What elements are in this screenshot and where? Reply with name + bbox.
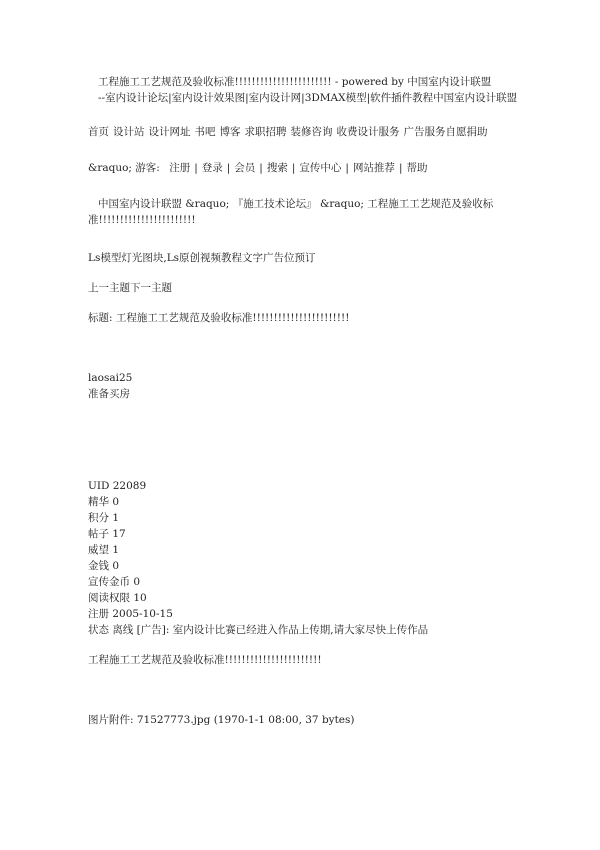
- author-profile: [88, 478, 528, 638]
- profile-points: 积分 1: [88, 512, 120, 524]
- nav-separator: |: [259, 162, 263, 174]
- profile-registered: 注册 2005-10-15: [88, 608, 173, 620]
- profile-promo-coins: 宣传金币 0: [88, 576, 141, 588]
- nav-separator: |: [345, 162, 349, 174]
- user-nav-prefix: &raquo; 游客:: [88, 162, 160, 174]
- profile-read-permission: 阅读权限 10: [88, 592, 147, 604]
- register-link[interactable]: 注册: [169, 162, 191, 174]
- page-title-line2: --室内设计论坛|室内设计效果图|室内设计网|3DMAX模型|软件插件教程中国室内设计联盟: [98, 92, 518, 104]
- user-nav: [88, 160, 528, 176]
- profile-digest: 精华 0: [88, 496, 120, 508]
- main-nav: [88, 124, 528, 140]
- nav-paid-design-link[interactable]: 收费设计服务: [336, 126, 400, 138]
- nav-blog-link[interactable]: 博客: [219, 126, 241, 138]
- login-link[interactable]: 登录: [201, 162, 223, 174]
- topic-nav: [88, 280, 528, 296]
- profile-uid: UID 22089: [88, 480, 147, 492]
- post-body: 工程施工工艺规范及验收标准!!!!!!!!!!!!!!!!!!!!!!!: [88, 654, 322, 666]
- nav-separator: |: [398, 162, 403, 174]
- attachment-link[interactable]: 图片附件: 71527773.jpg (1970-1-1 08:00, 37 bytes): [88, 714, 355, 726]
- nav-ad-donate-link[interactable]: 广告服务自愿捐助: [403, 126, 488, 138]
- nav-separator: |: [194, 162, 198, 174]
- members-link[interactable]: 会员: [234, 162, 256, 174]
- nav-book-bar-link[interactable]: 书吧: [194, 126, 216, 138]
- breadcrumb-line2: 准!!!!!!!!!!!!!!!!!!!!!!!: [88, 214, 196, 226]
- nav-home-link[interactable]: 首页: [88, 126, 109, 138]
- author-rank: 准备买房: [88, 388, 130, 400]
- nav-decoration-consult-link[interactable]: 装修咨询: [290, 126, 333, 138]
- profile-status-ad[interactable]: 状态 离线 [广告]: 室内设计比赛已经进入作品上传期,请大家尽快上传作品: [88, 624, 429, 636]
- next-topic-link[interactable]: 下一主题: [130, 282, 172, 294]
- breadcrumb-line1[interactable]: 中国室内设计联盟 &raquo; 『施工技术论坛』 &raquo; 工程施工工艺规范及验收标: [98, 198, 494, 210]
- promo-center-link[interactable]: 宣传中心: [299, 162, 342, 174]
- breadcrumb: [88, 196, 528, 228]
- nav-jobs-link[interactable]: 求职招聘: [244, 126, 287, 138]
- nav-design-station-link[interactable]: 设计站: [113, 126, 145, 138]
- nav-design-urls-link[interactable]: 设计网址: [148, 126, 191, 138]
- site-recommend-link[interactable]: 网站推荐: [352, 162, 395, 174]
- page-content: [88, 74, 528, 728]
- profile-money: 金钱 0: [88, 560, 120, 572]
- profile-posts: 帖子 17: [88, 528, 126, 540]
- nav-separator: |: [226, 162, 231, 174]
- prev-topic-link[interactable]: 上一主题: [88, 282, 130, 294]
- author-block: [88, 370, 528, 402]
- profile-prestige: 威望 1: [88, 544, 120, 556]
- page-header: [88, 74, 528, 106]
- ad-text-link[interactable]: Ls模型灯光图块,Ls原创视频教程文字广告位预订: [88, 252, 316, 264]
- post-title: [88, 310, 528, 326]
- nav-separator: |: [291, 162, 296, 174]
- author-name-link[interactable]: laosai25: [88, 372, 133, 384]
- post-title-text: 工程施工工艺规范及验收标准!!!!!!!!!!!!!!!!!!!!!!!: [115, 312, 350, 324]
- page-title-line1: 工程施工工艺规范及验收标准!!!!!!!!!!!!!!!!!!!!!!! - powered by 中国室内设计联盟: [98, 76, 492, 88]
- search-link[interactable]: 搜索: [266, 162, 288, 174]
- help-link[interactable]: 帮助: [406, 162, 428, 174]
- post-title-label: 标题:: [88, 312, 113, 324]
